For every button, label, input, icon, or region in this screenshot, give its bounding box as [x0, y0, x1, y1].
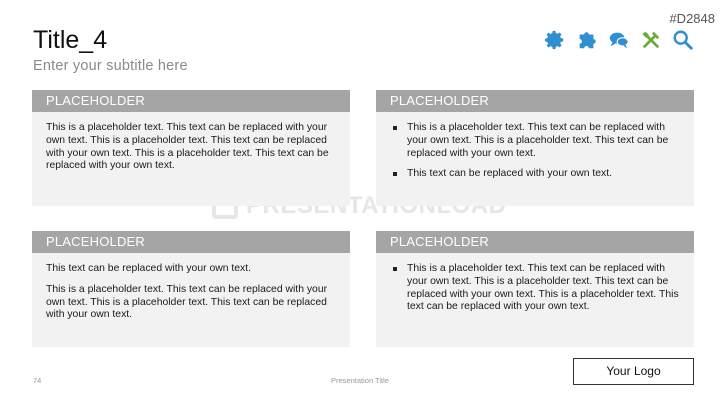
placeholder-box — [376, 231, 694, 347]
slide-id: #D2848 — [669, 11, 715, 26]
box-body[interactable] — [376, 253, 694, 314]
box-header[interactable]: PLACEHOLDER — [32, 90, 350, 112]
gear-icon — [544, 29, 566, 51]
placeholder-box — [376, 90, 694, 206]
box-header[interactable]: PLACEHOLDER — [32, 231, 350, 253]
logo-placeholder[interactable]: Your Logo — [573, 358, 694, 385]
puzzle-icon — [576, 29, 598, 51]
box-body[interactable] — [376, 112, 694, 181]
page-title[interactable]: Title_4 — [33, 26, 108, 54]
bullet-item: This is a placeholder text. This text can be replaced with your own text. This is a placeholder text. This text can be replaced with your own text. — [390, 122, 680, 160]
icon-bar — [544, 29, 694, 51]
box-header[interactable]: PLACEHOLDER — [376, 231, 694, 253]
box-paragraph: This is a placeholder text. This text can be replaced with your own text. This is a placeholder text. This text can be replaced with your own text. This is a placeholder text. This text can be replaced with your own text. — [46, 122, 329, 172]
footer-title: Presentation Title — [331, 376, 389, 385]
placeholder-box — [32, 231, 350, 347]
box-body[interactable] — [32, 112, 350, 173]
search-icon — [672, 29, 694, 51]
bullet-item: This is a placeholder text. This text can be replaced with your own text. This is a placeholder text. This text can be replaced with your own text. This is a placeholder text. This text can be replaced with your own text. — [390, 263, 680, 314]
page-number: 74 — [33, 376, 42, 385]
placeholder-box — [32, 90, 350, 206]
tools-icon — [640, 29, 662, 51]
box-header[interactable]: PLACEHOLDER — [376, 90, 694, 112]
page-subtitle[interactable]: Enter your subtitle here — [33, 58, 188, 74]
box-paragraph: This text can be replaced with your own text. — [46, 263, 252, 274]
bullet-item: This text can be replaced with your own text. — [390, 168, 680, 181]
box-body[interactable] — [32, 253, 350, 322]
chat-icon — [608, 29, 630, 51]
box-paragraph: This is a placeholder text. This text can be replaced with your own text. This is a placeholder text. This text can be replaced with your own text. — [46, 283, 328, 321]
